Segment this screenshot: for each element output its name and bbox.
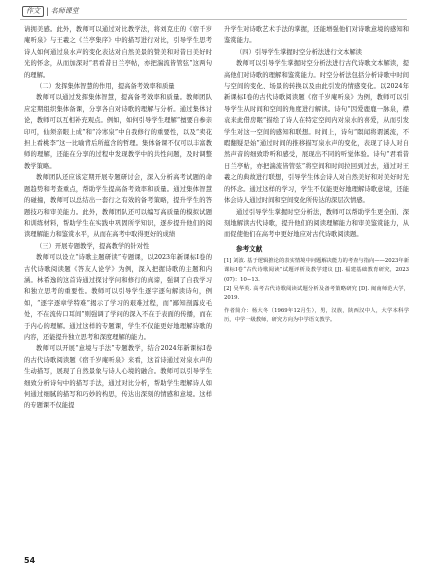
section-heading: （三）开展专题教学，提高教学的针对性 [36,242,150,250]
section-heading: （二）发挥集体智慧的作用，提高备考效率和质量 [36,83,175,91]
journal-header [22,4,79,18]
body-paragraph: 通过引导学生掌握时空分析法，教师可以帮助学生更全面、深刻地解读古代诗歌，提升他们的阅读理解能力和审美鉴赏能力，从而促使他们在高考中更好地应对古代诗歌阅读题。 [224,208,409,239]
right-column [224,24,409,326]
page-number: 54 [24,556,36,565]
body-paragraph: 教师可以开展“意境与手法”专题教学，结合2024年新课标Ⅰ卷的古代诗歌阅读题《宿千岁庵听泉》来看，这首诗通过对泉水声的生动描写，展现了自然景象与诗人心境的融合。教师可以引导学生细致分析诗句中的描写手法，通过对比分析，帮助学生理解诗人如何通过细腻的描写和巧妙的构思，传达出深刻的情感和意境。这样的专题课不仅能提 [24,345,212,410]
references-heading: 参考文献 [236,244,263,253]
references-list [224,257,409,326]
body-paragraph: 教师可以设立“诗歌主题研读”专题课，以2023年新课标Ⅰ卷的古代诗歌阅读题《答友人论学》为例，深入把握诗歌的主题和内涵。林希逸的这首诗通过探讨学问和修行的真谛，强调了自我学习和独立思考的重要性。教师可以引导学生逐字逐句解读诗句，例如，“逐字逐章学特难”揭示了学习的艰难过程，而“鄙知剖露皮毛处，不在流传口耳间”则强调了学问的深入不在于表面的传播，而在于内心的理解。通过这样的专题课，学生不仅能更好地理解诗歌的内容，还能提升独立思考和深度理解的能力。 [24,254,212,341]
body-paragraph: 请拥美感。此外，教师可以通过对比教学法，将刘克庄的《宿千岁庵听泉》与王羲之《兰亭集序》中的描写进行对比，引导学生思考诗人如何通过泉水声的变化表达对自然美景的赞美和对昔日美好时光的怀念，从而加深对“君看昔日兰亭帖，亦把湍流皆管弦”这两句的理解。 [24,26,212,79]
header-separator: | [46,6,49,16]
body-paragraph: 升学生对诗歌艺术手法的掌握，还能增强他们对诗歌意境的感知和鉴赏能力。 [224,26,409,45]
reference-item: [2] 吴华英. 高考古代诗歌阅读试题分析及备考策略研究 [D]. 闽南师范大学，2019. [224,285,409,302]
author-bio: 作者简介：杨大冬（1969年12月生），男，汉族，陕西汉中人，大学本科学历，中学一级教师，研究方向为中学语文教学。 [224,307,409,324]
section-heading: （四）引导学生掌握时空分析法进行文本解读 [236,48,362,56]
body-paragraph: 教师可以引导学生掌握时空分析法进行古代诗歌文本解读，提高他们对诗歌的理解和鉴赏能力。时空分析法包括分析诗歌中时间与空间的变化、场景的转换以及由此引发的情感变化。以2024年新课标Ⅰ卷的古代诗歌阅读题《宿千岁庵听泉》为例，教师可以引导学生从时间和空间的角度进行解读。诗句“因爱鹿鹿一脉泉，襟袁来此借房眠”描绘了诗人在特定空间内对泉水的喜爱，从而引发学生对这一空间的感知和联想。时间上，诗句“瞑闻将谓溪流，不暇翻疑是始”通过时间的推移描写泉水声的变化，表现了诗人对自然声音的细致聆听和感受，展现出不同的听觉体验。诗句“君看昔日兰亭帖，亦把湍流皆管弦”将空间和时间拉回到过去，通过对王羲之的典故进行联想，引导学生体会诗人对自然美好和对美好时光的怀念。通过这样的学习，学生不仅能更好地理解诗歌意境，还能体会诗人通过时间和空间变化所传达的深层次情感。 [224,60,409,205]
journal-logo: 作文 [22,6,44,17]
reference-item: [1] 刘波. 基于逻辑推论的表实情境中问题解决能力的考查与指向——2023年新课标Ⅰ卷“古代诗歌阅读”试题评析及教学建议 [J]. 福建基础教育研究，2023 (07)：10−13. [224,257,409,283]
left-column [24,24,212,412]
column-name: 名师课堂 [50,7,79,15]
body-paragraph: 教师团队还应该定期开展专题研讨会，深入分析高考试题的命题趋势和考查重点，帮助学生提高备考效率和质量。通过集体智慧的碰撞，教师可以总结出一套行之有效的备考策略，提升学生的答题技巧和审美能力。此外，教师团队还可以编写高质量的模拟试题和训练材料，帮助学生在实践中巩固所学知识，逐步提升他们的阅读理解能力和鉴赏水平，从而在高考中取得更好的成绩 [24,174,212,239]
body-paragraph: 教师可以通过发挥集体智慧，提高备考效率和质量。教师团队应定期组织集体备课，分享各自对诗歌的理解与分析。通过集体讨论，教师可以互相补充观点。例如，如何引导学生理解“擅要自参亲印可，仙须亲眼上成”和“冷寒泉”中自我修行的重要性，以及“卖花担上看桃李”这一比喻背后所蕴含的哲理。集体备课不仅可以丰富教师的理解，还能在分享的过程中发现教学中的共性问题，及时调整教学策略。 [24,94,212,170]
header-rule [20,19,407,20]
